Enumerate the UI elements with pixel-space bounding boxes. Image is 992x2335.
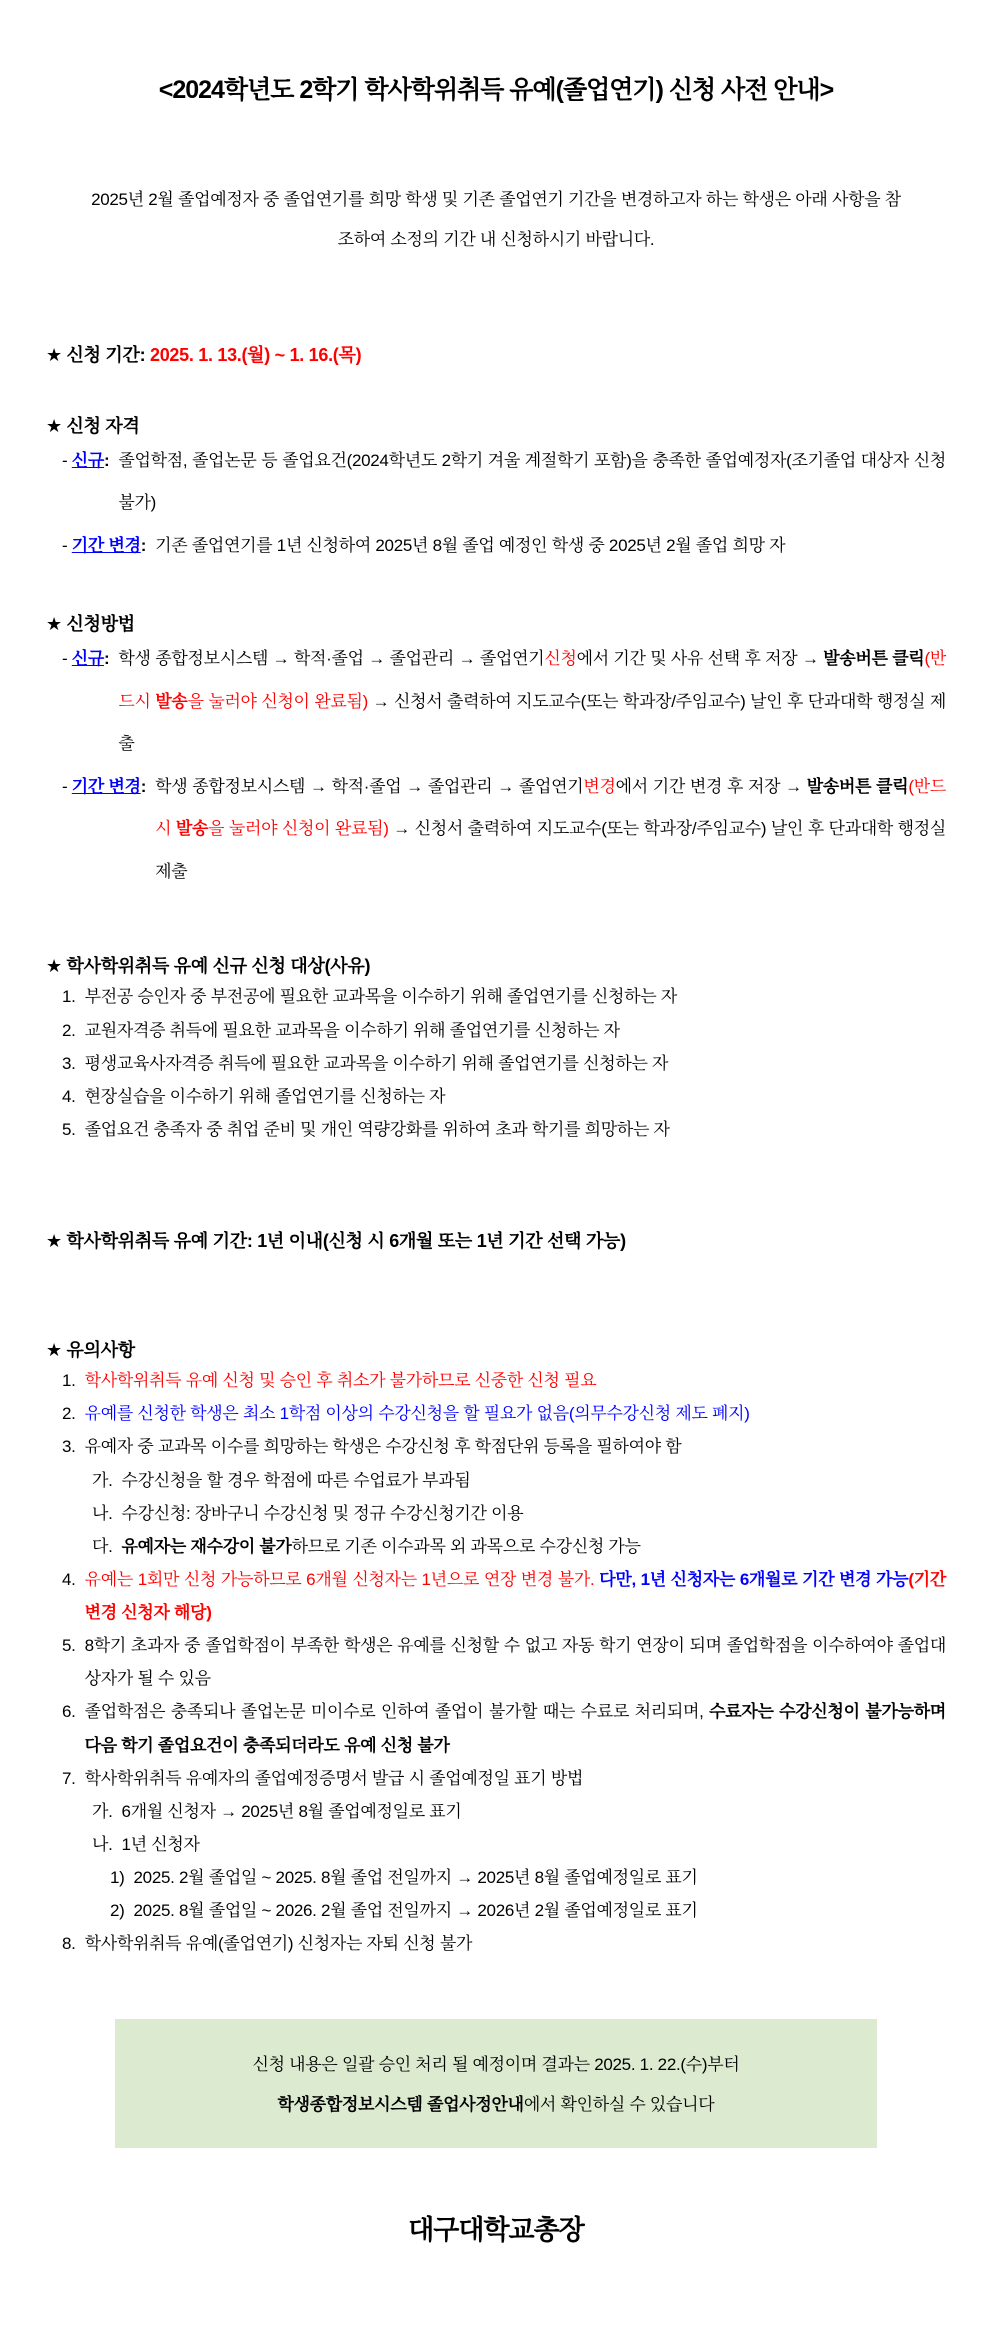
text-run: 학사학위취득 유예자의 졸업예정증명서 발급 시 졸업예정일 표기 방법	[84, 1768, 584, 1788]
document-body	[46, 342, 946, 1961]
list-marker	[92, 1464, 113, 1497]
list-item-text	[85, 1364, 946, 1397]
text-run: 가.	[92, 1801, 113, 1821]
text-run: 기존 졸업연기를 1년 신청하여 2025년 8월 졸업 예정인 학생 중 2025년 2월 졸업 희망 자	[155, 535, 786, 555]
page-title: <2024학년도 2학기 학사학위취득 유예(졸업연기) 신청 사전 안내>	[158, 76, 834, 104]
section-heading	[46, 342, 946, 369]
text-run: 유예를 신청한 학생은 최소 1학점 이상의 수강신청을 할 필요가 없음(의무수강신청 제도 폐지)	[84, 1404, 750, 1424]
text-run: 1년 신청자	[121, 1835, 200, 1855]
intro-paragraph: 2025년 2월 졸업예정자 중 졸업연기를 희망 학생 및 기존 졸업연기 기간을 변경하고자 하는 학생은 아래 사항을 참조하여 소정의 기간 내 신청하시기 바랍니다.	[91, 190, 901, 249]
list-item	[46, 766, 946, 894]
list-item	[46, 1629, 946, 1695]
list-item	[46, 1464, 946, 1497]
text-run: 수강신청을 할 경우 학점에 따른 수업료가 부과됨	[121, 1470, 471, 1490]
list-marker	[62, 1364, 76, 1397]
list-marker	[92, 1795, 113, 1828]
text-run: 발송버튼 클릭	[823, 649, 925, 669]
list-item	[46, 440, 946, 525]
text-run: ★ 학사학위취득 유예 기간: 1년 이내(신청 시 6개월 또는 1년 기간 선택 가능)	[46, 1231, 626, 1252]
text-run: -	[62, 649, 72, 669]
issuer-signature: 대구대학교총장	[408, 2215, 584, 2246]
text-run: ★ 유의사항	[46, 1340, 135, 1361]
list-item-text	[85, 1629, 946, 1695]
list-item	[46, 1861, 946, 1894]
text-run: 6.	[62, 1702, 76, 1722]
text-run: 학사학위취득 유예 신청 및 승인 후 취소가 불가하므로 신중한 신청 필요	[84, 1371, 597, 1391]
text-run: 4.	[62, 1086, 76, 1106]
list-marker	[62, 1113, 76, 1146]
text-run: ★ 신청방법	[46, 614, 135, 635]
text-run: 학사학위취득 유예(졸업연기) 신청자는 자퇴 신청 불가	[84, 1934, 473, 1954]
list-item-text	[85, 1047, 946, 1080]
list-item-text	[85, 1397, 946, 1430]
text-run: 현장실습을 이수하기 위해 졸업연기를 신청하는 자	[84, 1086, 446, 1106]
list-item-text	[85, 1695, 946, 1761]
list-marker	[62, 766, 146, 809]
list-item-text	[122, 1828, 946, 1861]
text-run: 2)	[110, 1901, 125, 1921]
text-run: 에서 기간 변경 후 저장 →	[615, 776, 807, 796]
list-marker	[62, 1762, 76, 1795]
list-marker	[62, 440, 109, 483]
text-run: 신규	[71, 649, 105, 669]
list-item	[46, 1113, 946, 1146]
list-item	[46, 1828, 946, 1861]
list-marker	[62, 1014, 76, 1047]
list-marker	[62, 1047, 76, 1080]
text-run: ★ 신청 기간:	[46, 344, 150, 365]
text-run: 신청	[544, 649, 577, 669]
list-marker	[110, 1861, 125, 1894]
list-item-text	[85, 1080, 946, 1113]
text-run: 나.	[92, 1503, 113, 1523]
list-marker	[110, 1894, 125, 1927]
list-item-text	[155, 766, 946, 894]
text-run: -	[62, 776, 72, 796]
text-run: 다.	[92, 1536, 113, 1556]
text-run: 1.	[62, 987, 76, 1007]
list-item	[46, 1894, 946, 1927]
text-run: 발송	[155, 691, 188, 711]
text-run: 가.	[92, 1470, 113, 1490]
text-run: 졸업학점은 충족되나 졸업논문 미이수로 인하여 졸업이 불가할 때는 수료로 처리되며,	[84, 1702, 710, 1722]
list-marker	[62, 638, 109, 681]
text-run: ★ 학사학위취득 유예 신규 신청 대상(사유)	[46, 956, 371, 977]
text-run: 유예는 1회만 신청 가능하므로 6개월 신청자는 1년으로 연장 변경 불가.	[84, 1569, 600, 1589]
text-run: 평생교육사자격증 취득에 필요한 교과목을 이수하기 위해 졸업연기를 신청하는 자	[84, 1053, 669, 1073]
list-item-text	[85, 1430, 946, 1463]
section-heading	[46, 1337, 946, 1364]
text-run: 나.	[92, 1835, 113, 1855]
text-run: (반드시	[155, 776, 946, 839]
notice-box	[115, 2019, 877, 2149]
text-run: :	[140, 776, 147, 796]
list-item-text	[118, 638, 946, 766]
list-item	[46, 1047, 946, 1080]
list-marker	[92, 1530, 113, 1563]
list-marker	[62, 1430, 76, 1463]
list-item-text	[134, 1861, 946, 1894]
list-marker	[92, 1497, 113, 1530]
text-run: 기간 변경	[71, 535, 141, 555]
list-item-text	[134, 1894, 946, 1927]
text-run: 5.	[62, 1636, 76, 1656]
text-run: 2025. 1. 13.(월) ~ 1. 16.(목)	[150, 344, 362, 365]
text-run: 4.	[62, 1569, 76, 1589]
text-run: 유예자는 재수강이 불가	[121, 1536, 292, 1556]
text-run: 교원자격증 취득에 필요한 교과목을 이수하기 위해 졸업연기를 신청하는 자	[84, 1020, 620, 1040]
list-item-text	[122, 1795, 946, 1828]
list-marker	[62, 525, 146, 568]
list-item	[46, 1795, 946, 1828]
text-run: 1.	[62, 1371, 76, 1391]
text-run: (반드시	[118, 649, 946, 711]
text-run: 을 눌러야 신청이 완료됨)	[208, 819, 389, 839]
list-item-text	[122, 1497, 946, 1530]
text-run: 수강신청: 장바구니 수강신청 및 정규 수강신청기간 이용	[121, 1503, 524, 1523]
text-run: :	[104, 450, 110, 470]
list-item-text	[85, 1563, 946, 1629]
text-run: 유예자 중 교과목 이수를 희망하는 학생은 수강신청 후 학점단위 등록을 필하여야 함	[84, 1437, 682, 1457]
list-item-text	[85, 1762, 946, 1795]
text-run: 2.	[62, 1404, 76, 1424]
list-item-text	[85, 1113, 946, 1146]
text-run: 2025. 2월 졸업일 ~ 2025. 8월 졸업 전일까지 → 2025년 8월 졸업예정일로 표기	[133, 1868, 698, 1888]
list-marker	[62, 980, 76, 1013]
text-run: → 신청서 출력하여 지도교수(또는 학과장/주임교수) 날인 후 단과대학 행정실 제출	[155, 819, 946, 881]
section-heading	[46, 953, 946, 980]
text-run: 에서 확인하실 수 있습니다	[523, 2094, 715, 2114]
list-item	[46, 638, 946, 766]
text-run: 3.	[62, 1437, 76, 1457]
text-run: 다만, 1년 신청자는 6개월로 기간 변경 가능	[599, 1569, 909, 1589]
list-item	[46, 1397, 946, 1430]
text-run: 기간 변경	[71, 776, 141, 796]
list-item	[46, 1695, 946, 1761]
text-run: 8학기 초과자 중 졸업학점이 부족한 학생은 유예를 신청할 수 없고 자동 학기 연장이 되며 졸업학점을 이수하여야 졸업대상자가 될 수 있음	[84, 1636, 946, 1689]
text-run: 6개월 신청자 → 2025년 8월 졸업예정일로 표기	[121, 1801, 462, 1821]
list-item	[46, 1497, 946, 1530]
section-heading	[46, 611, 946, 638]
list-item-text	[118, 440, 946, 525]
text-run: 3.	[62, 1053, 76, 1073]
section-heading	[46, 1228, 946, 1255]
text-run: -	[62, 535, 72, 555]
text-run: → 신청서 출력하여 지도교수(또는 학과장/주임교수) 날인 후 단과대학 행정실 제출	[118, 691, 947, 754]
text-run: 학생종합정보시스템 졸업사정안내	[277, 2094, 524, 2114]
text-run: 졸업학점, 졸업논문 등 졸업요건(2024학년도 2학기 겨울 계절학기 포함)을 충족한 졸업예정자(조기졸업 대상자 신청 불가)	[118, 450, 946, 513]
text-run: 변경	[583, 776, 616, 796]
list-item	[46, 1927, 946, 1960]
list-item-text	[122, 1530, 946, 1563]
list-item-text	[85, 980, 946, 1013]
text-run: 발송버튼 클릭	[806, 776, 909, 796]
text-run: 신규	[71, 450, 105, 470]
list-marker	[62, 1080, 76, 1113]
text-run: 에서 기간 및 사유 선택 후 저장 →	[576, 649, 824, 669]
notice-line	[133, 2045, 859, 2085]
text-run: 2025. 8월 졸업일 ~ 2026. 2월 졸업 전일까지 → 2026년 2월 졸업예정일로 표기	[133, 1901, 698, 1921]
list-item	[46, 1014, 946, 1047]
list-item	[46, 1080, 946, 1113]
text-run: (기간 변경 신청자 해당)	[84, 1569, 946, 1623]
list-marker	[62, 1397, 76, 1430]
text-run: 부전공 승인자 중 부전공에 필요한 교과목을 이수하기 위해 졸업연기를 신청하는 자	[84, 987, 677, 1007]
text-run: 신청 내용은 일괄 승인 처리 될 예정이며 결과는 2025. 1. 22.(수)부터	[252, 2054, 740, 2074]
list-marker	[62, 1927, 76, 1960]
text-run: 5.	[62, 1119, 76, 1139]
text-run: -	[62, 450, 72, 470]
text-run: :	[140, 535, 147, 555]
text-run: 학생 종합정보시스템 → 학적·졸업 → 졸업관리 → 졸업연기	[118, 649, 545, 669]
text-run: :	[104, 649, 110, 669]
notice-line	[133, 2085, 859, 2125]
text-run: ★ 신청 자격	[46, 415, 140, 436]
list-item	[46, 525, 946, 568]
list-item	[46, 980, 946, 1013]
list-item	[46, 1364, 946, 1397]
list-item-text	[122, 1464, 946, 1497]
text-run: 하므로 기존 이수과목 외 과목으로 수강신청 가능	[291, 1536, 641, 1556]
text-run: 학생 종합정보시스템 → 학적·졸업 → 졸업관리 → 졸업연기	[155, 776, 584, 796]
list-marker	[62, 1629, 76, 1662]
list-item-text	[85, 1014, 946, 1047]
text-run: 1)	[110, 1868, 125, 1888]
list-item-text	[85, 1927, 946, 1960]
section-heading	[46, 413, 946, 440]
list-marker	[62, 1695, 76, 1728]
list-item	[46, 1530, 946, 1563]
text-run: 2.	[62, 1020, 76, 1040]
text-run: 8.	[62, 1934, 76, 1954]
list-item	[46, 1430, 946, 1463]
list-item	[46, 1762, 946, 1795]
text-run: 발송	[175, 819, 209, 839]
list-item	[46, 1563, 946, 1629]
list-marker	[92, 1828, 113, 1861]
list-item-text	[155, 525, 946, 568]
text-run: 수료자는 수강신청이 불가능하며 다음 학기 졸업요건이 충족되더라도 유예 신청 불가	[84, 1702, 946, 1755]
text-run: 졸업요건 충족자 중 취업 준비 및 개인 역량강화를 위하여 초과 학기를 희망하는 자	[84, 1119, 670, 1139]
list-marker	[62, 1563, 76, 1596]
text-run: 을 눌러야 신청이 완료됨)	[187, 691, 369, 711]
text-run: 7.	[62, 1768, 76, 1788]
